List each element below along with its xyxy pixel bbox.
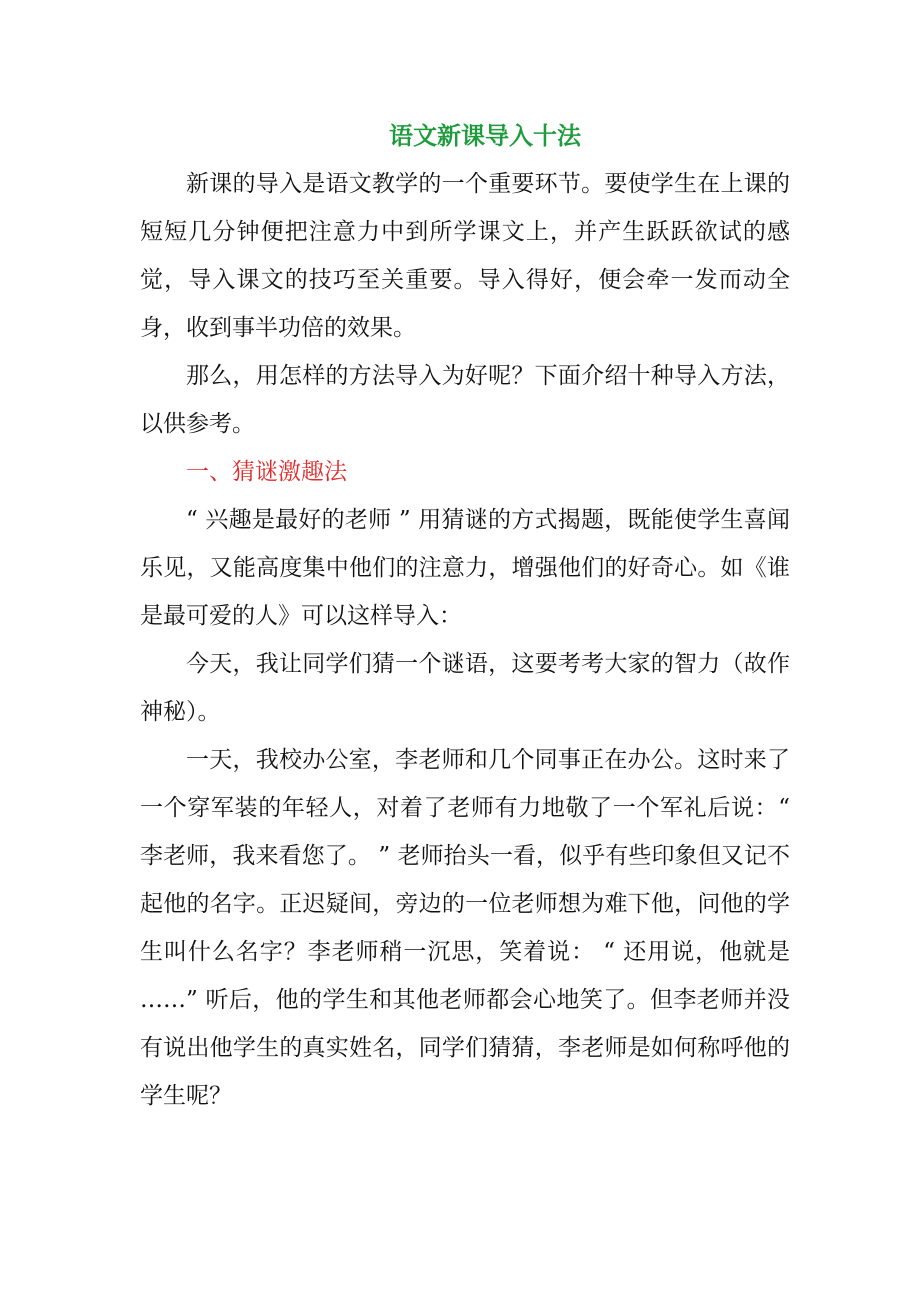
- document-title: 语文新课导入十法: [389, 121, 581, 150]
- intro-paragraph-1: 新课的导入是语文教学的一个重要环节。要使学生在上课的短短几分钟便把注意力中到所学课文上，并产生跃跃欲试的感觉，导入课文的技巧至关重要。导入得好，便会牵一发而动全身，收到事半功倍的效果。: [140, 171, 790, 341]
- section1-paragraph-1: “ 兴趣是最好的老师 ” 用猜谜的方式揭题，既能使学生喜闻乐见，又能高度集中他们的注意力，增强他们的好奇心。如《谁是最可爱的人》可以这样导入：: [140, 507, 790, 629]
- section-heading-1: 一、猜谜激趣法: [186, 459, 347, 485]
- section1-paragraph-3: 一天，我校办公室，李老师和几个同事正在办公。这时来了一个穿军装的年轻人，对着了老师有力地敬了一个军礼后说：“ 李老师，我来看您了。 ” 老师抬头一看，似乎有些印象但又记不起他的名字。正迟疑间，旁边的一位老师想为难下他，问他的学生叫什么名字？李老师稍一沉思，笑着说： “ 还用说，他就是 ……” 听后，他的学生和其他老师都会心地笑了。但李老师并没有说出他学生的真实姓名，同学们猜猜，李老师是如何称呼他的学生呢？: [140, 747, 790, 1109]
- document-body: [140, 112, 790, 1120]
- section1-paragraph-2: 今天，我让同学们猜一个谜语，这要考考大家的智力（故作神秘）。: [140, 651, 790, 725]
- intro-paragraph-2: 那么，用怎样的方法导入为好呢？下面介绍十种导入方法，以供参考。: [140, 363, 790, 437]
